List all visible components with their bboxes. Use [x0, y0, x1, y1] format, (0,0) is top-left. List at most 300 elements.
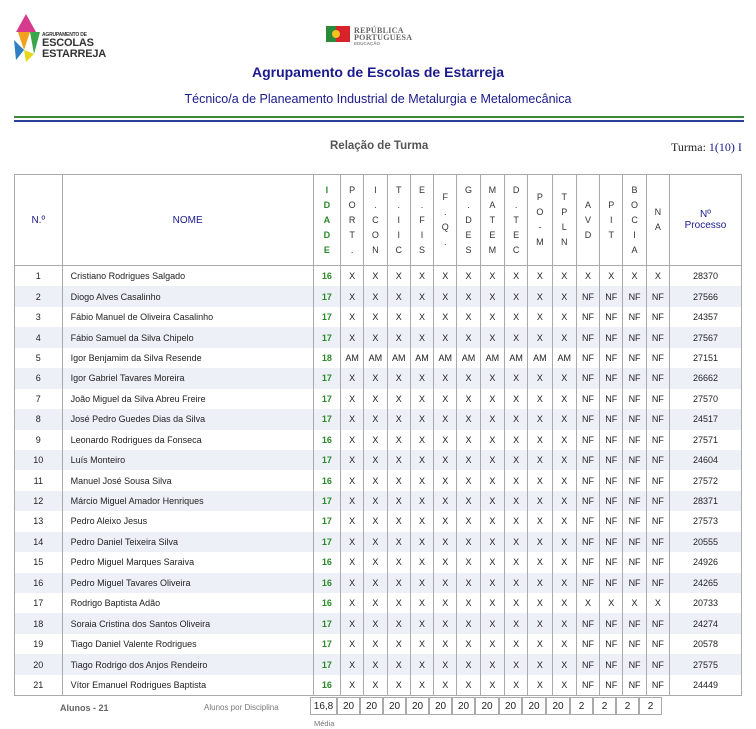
subject-total: 2	[616, 697, 639, 715]
table-row	[15, 409, 742, 429]
row-number: 9	[15, 430, 63, 450]
average-label: Média	[314, 719, 335, 728]
subject-mark: X	[504, 675, 527, 696]
school-title: Agrupamento de Escolas de Estarreja	[251, 64, 505, 80]
subject-mark: NF	[600, 634, 623, 654]
subject-mark: NF	[646, 634, 669, 654]
header-letter: T	[395, 184, 402, 195]
subject-mark: NF	[646, 327, 669, 347]
subject-total: 20	[499, 697, 522, 715]
subject-mark: X	[528, 430, 552, 450]
header-letter: .	[397, 199, 400, 210]
subject-mark: NF	[623, 613, 646, 633]
subject-mark: X	[528, 491, 552, 511]
column-header-subject	[387, 175, 410, 266]
subject-total: 20	[406, 697, 429, 715]
column-header-subject	[480, 175, 504, 266]
subject-mark: X	[410, 286, 433, 306]
subject-mark: X	[646, 593, 669, 613]
header-letter: T	[513, 214, 519, 225]
student-age: 16	[313, 675, 340, 696]
subject-mark: NF	[646, 675, 669, 696]
header-letter: S	[418, 244, 425, 255]
subject-mark: X	[504, 470, 527, 490]
subject-mark: X	[387, 409, 410, 429]
subject-mark: NF	[646, 450, 669, 470]
subject-mark: X	[341, 327, 364, 347]
subject-mark: X	[434, 307, 457, 327]
header-letter: .	[420, 199, 424, 210]
subject-mark: X	[504, 307, 527, 327]
student-age: 17	[313, 654, 340, 674]
subject-mark: X	[528, 511, 552, 531]
subject-mark: X	[434, 389, 457, 409]
subject-mark: X	[552, 532, 576, 552]
subject-mark: X	[410, 470, 433, 490]
process-number: 27567	[669, 327, 741, 347]
subject-mark: X	[364, 470, 387, 490]
table-row	[15, 532, 742, 552]
subject-mark: X	[504, 409, 527, 429]
student-name: Pedro Daniel Teixeira Silva	[62, 532, 313, 552]
subject-mark: X	[364, 368, 387, 388]
subject-total: 2	[570, 697, 593, 715]
table-row	[15, 675, 742, 696]
subject-mark: NF	[600, 327, 623, 347]
column-header-subject	[504, 175, 527, 266]
header-letter: C	[631, 214, 638, 225]
process-number: 27575	[669, 654, 741, 674]
student-age: 17	[313, 327, 340, 347]
row-number: 4	[15, 327, 63, 347]
subject-mark: X	[410, 573, 433, 593]
subject-mark: X	[528, 613, 552, 633]
subject-mark: X	[552, 654, 576, 674]
subject-mark: X	[341, 634, 364, 654]
republic-line: EDUCAÇÃO	[354, 41, 381, 46]
subject-mark: NF	[623, 634, 646, 654]
table-row	[15, 470, 742, 490]
subject-mark: X	[480, 573, 504, 593]
process-number: 20555	[669, 532, 741, 552]
subject-mark: NF	[576, 430, 599, 450]
republic-logo	[326, 26, 413, 46]
student-age: 17	[313, 511, 340, 531]
student-name: Pedro Miguel Marques Saraiva	[62, 552, 313, 572]
subject-mark: NF	[576, 511, 599, 531]
table-row	[15, 613, 742, 633]
subject-mark: X	[364, 552, 387, 572]
subject-total: 20	[475, 697, 499, 715]
table-row	[15, 327, 742, 347]
subject-mark: X	[480, 286, 504, 306]
subject-mark: X	[480, 613, 504, 633]
divider-green	[14, 116, 744, 118]
process-number: 20578	[669, 634, 741, 654]
subject-mark: NF	[576, 634, 599, 654]
subject-total: 2	[593, 697, 616, 715]
subject-mark: X	[576, 266, 599, 287]
header-letter: .	[467, 199, 470, 210]
subject-mark: NF	[646, 532, 669, 552]
subject-mark: NF	[646, 491, 669, 511]
subject-mark: NF	[576, 348, 599, 368]
subject-mark: X	[480, 307, 504, 327]
header-letter: M	[488, 184, 497, 195]
row-number: 1	[15, 266, 63, 287]
row-number: 14	[15, 532, 63, 552]
header-letter: O	[348, 199, 356, 210]
subject-mark: X	[504, 368, 527, 388]
column-header-number: N.º	[15, 175, 63, 266]
subject-mark: X	[552, 327, 576, 347]
header-letter: A	[654, 222, 661, 232]
header-letter: T	[489, 214, 496, 225]
subject-mark: X	[364, 307, 387, 327]
subject-mark: X	[341, 286, 364, 306]
subject-mark: NF	[576, 552, 599, 572]
subject-mark: X	[504, 286, 527, 306]
row-number: 20	[15, 654, 63, 674]
subject-mark: NF	[646, 470, 669, 490]
process-number: 24274	[669, 613, 741, 633]
subject-mark: X	[528, 654, 552, 674]
student-age: 17	[313, 613, 340, 633]
subject-mark: X	[457, 307, 480, 327]
subject-mark: X	[364, 491, 387, 511]
subject-mark: NF	[646, 511, 669, 531]
table-header-row	[15, 175, 742, 266]
subject-mark: X	[364, 634, 387, 654]
header-letter: Q	[441, 222, 449, 232]
subject-mark: NF	[646, 286, 669, 306]
row-number: 19	[15, 634, 63, 654]
average-age: 16,8	[310, 697, 337, 715]
subject-mark: NF	[600, 573, 623, 593]
subject-mark: X	[552, 470, 576, 490]
header-letter: C	[372, 214, 379, 225]
student-age: 16	[313, 593, 340, 613]
subject-mark: X	[457, 491, 480, 511]
process-number: 24604	[669, 450, 741, 470]
student-name: Tiago Rodrigo dos Anjos Rendeiro	[62, 654, 313, 674]
subject-mark: AM	[480, 348, 504, 368]
class-table	[14, 174, 742, 696]
subject-mark: X	[364, 450, 387, 470]
subject-mark: X	[552, 511, 576, 531]
student-name: Pedro Miguel Tavares Oliveira	[62, 573, 313, 593]
subject-mark: X	[552, 491, 576, 511]
subject-mark: X	[504, 389, 527, 409]
subject-mark: X	[528, 368, 552, 388]
subject-mark: X	[410, 450, 433, 470]
row-number: 13	[15, 511, 63, 531]
subject-mark: X	[457, 613, 480, 633]
subject-mark: X	[410, 552, 433, 572]
subject-mark: X	[552, 430, 576, 450]
subject-mark: AM	[434, 348, 457, 368]
subject-mark: X	[341, 430, 364, 450]
header-letter: E	[513, 229, 520, 240]
subject-mark: X	[364, 654, 387, 674]
student-age: 17	[313, 286, 340, 306]
header-letter: .	[444, 207, 447, 217]
table-row	[15, 389, 742, 409]
subject-mark: X	[387, 368, 410, 388]
subject-mark: X	[552, 409, 576, 429]
header-letter: A	[323, 214, 331, 225]
subject-mark: X	[457, 409, 480, 429]
subject-mark: X	[341, 654, 364, 674]
subject-mark: X	[504, 532, 527, 552]
subject-mark: X	[341, 450, 364, 470]
subject-mark: X	[434, 634, 457, 654]
subject-mark: X	[410, 532, 433, 552]
process-number: 27571	[669, 430, 741, 450]
subject-mark: X	[387, 593, 410, 613]
subject-mark: X	[528, 470, 552, 490]
subject-mark: X	[528, 307, 552, 327]
header-letter: T	[561, 192, 567, 202]
subject-mark: X	[480, 511, 504, 531]
header-letter: P	[536, 192, 543, 202]
school-logo-text: AGRUPAMENTO DE ESCOLAS ESTARREJA	[42, 32, 107, 60]
subject-mark: X	[387, 552, 410, 572]
header-letter: M	[488, 244, 497, 255]
subject-mark: X	[528, 286, 552, 306]
subject-mark: X	[623, 266, 646, 287]
process-header-text: Nº	[700, 209, 711, 220]
student-name: José Pedro Guedes Dias da Silva	[62, 409, 313, 429]
table-row	[15, 654, 742, 674]
row-number: 17	[15, 593, 63, 613]
header-letter: .	[514, 199, 518, 210]
header-letter: E	[489, 229, 496, 240]
subject-mark: X	[341, 593, 364, 613]
subject-mark: NF	[576, 470, 599, 490]
subject-mark: X	[480, 654, 504, 674]
subject-mark: NF	[576, 675, 599, 696]
subject-mark: X	[410, 430, 433, 450]
subject-mark: X	[434, 327, 457, 347]
process-number: 24517	[669, 409, 741, 429]
subject-mark: X	[387, 389, 410, 409]
student-name: Pedro Aleixo Jesus	[62, 511, 313, 531]
student-age: 17	[313, 491, 340, 511]
column-header-subject	[600, 175, 623, 266]
process-number: 27566	[669, 286, 741, 306]
subject-mark: NF	[646, 348, 669, 368]
subject-mark: X	[434, 286, 457, 306]
student-age: 16	[313, 266, 340, 287]
subject-mark: X	[504, 634, 527, 654]
subject-mark: X	[457, 266, 480, 287]
row-number: 2	[15, 286, 63, 306]
school-logo	[12, 10, 107, 64]
header-letter: I	[397, 214, 400, 225]
student-name: Cristiano Rodrigues Salgado	[62, 266, 313, 287]
subject-total: 2	[639, 697, 662, 715]
header-letter: D	[323, 229, 331, 240]
header-letter: A	[584, 199, 591, 210]
student-age: 17	[313, 634, 340, 654]
subject-mark: X	[552, 389, 576, 409]
table-body	[15, 266, 742, 696]
subject-mark: X	[434, 491, 457, 511]
subject-mark: NF	[576, 286, 599, 306]
subject-mark: NF	[600, 286, 623, 306]
header-letter: I	[397, 229, 400, 240]
subject-mark: NF	[600, 470, 623, 490]
header-letter: B	[631, 184, 638, 195]
subject-mark: NF	[623, 327, 646, 347]
subject-mark: NF	[576, 532, 599, 552]
row-number: 7	[15, 389, 63, 409]
subject-mark: AM	[387, 348, 410, 368]
subject-mark: X	[410, 613, 433, 633]
process-header-text: Processo	[684, 220, 727, 231]
subject-mark: X	[457, 654, 480, 674]
subject-mark: X	[410, 368, 433, 388]
subject-mark: X	[387, 286, 410, 306]
column-header-subject	[341, 175, 364, 266]
header-letter: T	[608, 229, 615, 240]
subject-mark: X	[410, 491, 433, 511]
subject-mark: X	[341, 470, 364, 490]
header-letter: E	[465, 229, 472, 240]
student-name: Igor Gabriel Tavares Moreira	[62, 368, 313, 388]
process-number: 28370	[669, 266, 741, 287]
column-header-subject	[623, 175, 646, 266]
subject-mark: NF	[600, 532, 623, 552]
header-letter: T	[349, 229, 355, 240]
subject-mark: NF	[576, 450, 599, 470]
table-row	[15, 450, 742, 470]
subject-mark: NF	[646, 368, 669, 388]
subject-mark: X	[341, 511, 364, 531]
subject-mark: X	[552, 573, 576, 593]
subject-mark: X	[410, 389, 433, 409]
subject-mark: X	[504, 450, 527, 470]
subject-mark: NF	[600, 511, 623, 531]
student-name: Leonardo Rodrigues da Fonseca	[62, 430, 313, 450]
row-number: 5	[15, 348, 63, 368]
subject-mark: X	[504, 593, 527, 613]
subject-mark: X	[552, 613, 576, 633]
student-name: Tiago Daniel Valente Rodrigues	[62, 634, 313, 654]
subject-mark: NF	[600, 491, 623, 511]
subject-mark: X	[364, 430, 387, 450]
subject-mark: NF	[623, 307, 646, 327]
row-number: 18	[15, 613, 63, 633]
subject-mark: NF	[600, 450, 623, 470]
subject-mark: X	[480, 389, 504, 409]
header-letter: I	[633, 229, 636, 240]
student-name: Soraia Cristina dos Santos Oliveira	[62, 613, 313, 633]
subject-mark: X	[504, 491, 527, 511]
subject-mark: NF	[623, 675, 646, 696]
subject-mark: X	[480, 430, 504, 450]
subject-mark: X	[341, 266, 364, 287]
subject-total: 20	[383, 697, 406, 715]
turma-value: 1(10) I	[708, 140, 742, 154]
table-row	[15, 348, 742, 368]
table-row	[15, 368, 742, 388]
header-letter: L	[561, 222, 567, 232]
subject-mark: X	[457, 450, 480, 470]
subject-mark: X	[434, 470, 457, 490]
subject-mark: NF	[646, 409, 669, 429]
subject-mark: X	[364, 613, 387, 633]
subject-mark: X	[457, 389, 480, 409]
header-letter: F	[442, 192, 449, 202]
subject-mark: X	[623, 593, 646, 613]
column-header-subject	[410, 175, 433, 266]
table-row	[15, 573, 742, 593]
subject-mark: X	[364, 593, 387, 613]
process-number: 27572	[669, 470, 741, 490]
subject-mark: X	[341, 532, 364, 552]
subject-mark: NF	[623, 348, 646, 368]
header-letter: D	[512, 184, 520, 195]
column-header-subject	[528, 175, 552, 266]
header-letter: R	[348, 214, 356, 225]
student-name: João Miguel da Silva Abreu Freire	[62, 389, 313, 409]
subject-mark: NF	[623, 552, 646, 572]
student-name: Luís Monteiro	[62, 450, 313, 470]
header-letter: .	[350, 244, 354, 255]
subject-mark: X	[387, 511, 410, 531]
process-number: 26662	[669, 368, 741, 388]
header-letter: V	[584, 214, 591, 225]
subject-mark: X	[457, 573, 480, 593]
subject-mark: X	[410, 327, 433, 347]
subject-mark: NF	[576, 409, 599, 429]
row-number: 8	[15, 409, 63, 429]
subject-mark: X	[434, 613, 457, 633]
subject-mark: X	[504, 654, 527, 674]
subject-mark: X	[528, 634, 552, 654]
subject-mark: X	[480, 450, 504, 470]
table-row	[15, 552, 742, 572]
subject-mark: X	[504, 266, 527, 287]
subject-mark: NF	[600, 430, 623, 450]
subject-mark: X	[552, 634, 576, 654]
header-letter: O	[536, 207, 544, 217]
subject-mark: NF	[646, 552, 669, 572]
subject-mark: X	[504, 613, 527, 633]
subject-mark: NF	[623, 470, 646, 490]
header-letter: S	[465, 244, 472, 255]
subject-mark: X	[480, 634, 504, 654]
subject-mark: NF	[576, 654, 599, 674]
process-number: 24265	[669, 573, 741, 593]
subject-mark: NF	[576, 307, 599, 327]
subject-mark: X	[434, 450, 457, 470]
header-letter: D	[584, 229, 592, 240]
header-letter: I	[325, 184, 329, 195]
column-header-age	[313, 175, 340, 266]
subject-mark: NF	[623, 409, 646, 429]
student-age: 17	[313, 450, 340, 470]
header-letter: G	[465, 184, 473, 195]
subject-mark: AM	[552, 348, 576, 368]
students-count: Alunos - 21	[60, 703, 109, 713]
subject-mark: X	[341, 613, 364, 633]
header-letter: E	[323, 244, 330, 255]
header-letter: M	[536, 237, 544, 247]
subject-mark: X	[387, 532, 410, 552]
